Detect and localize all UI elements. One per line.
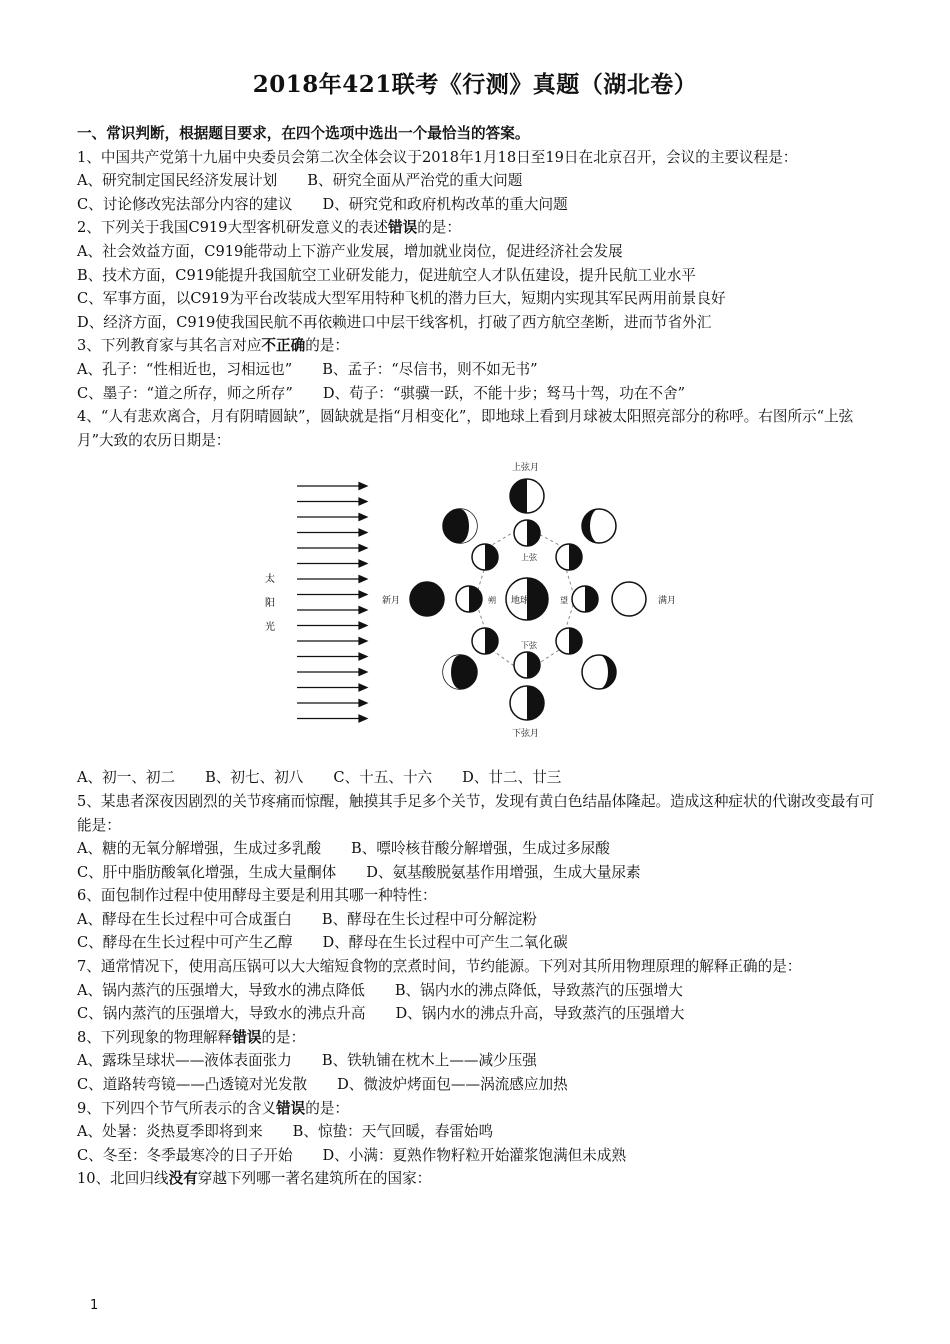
question-1-option-b: B、研究全面从严治党的重大问题 — [307, 172, 523, 190]
question-2-option-a: A、社会效益方面，C919能带动上下游产业发展，增加就业岗位，促进经济社会发展 — [77, 242, 623, 260]
question-8-option-a: A、露珠呈球状——液体表面张力 — [77, 1052, 292, 1070]
outer-moon-waxing-crescent — [443, 509, 477, 543]
sunlight-arrows — [297, 483, 367, 723]
sunlight-arrow-head — [359, 607, 367, 614]
sun-label-3: 光 — [265, 622, 275, 634]
inner-moon-top — [514, 520, 540, 546]
question-3-options-row1 — [77, 358, 877, 382]
question-1-option-c: C、讨论修改宪法部分内容的建议 — [77, 195, 293, 213]
question-5-option-a: A、糖的无氧分解增强，生成过多乳酸 — [77, 840, 322, 858]
question-2-stem-emphasis: 错误 — [388, 219, 418, 237]
label-new-moon: 新月 — [382, 596, 401, 607]
question-2-stem — [77, 216, 877, 240]
question-5-options-row1 — [77, 837, 877, 861]
question-8-stem-text: 8、下列现象的物理解释 — [77, 1028, 233, 1046]
question-2-option-d: D、经济方面，C919使我国民航不再依赖进口中层干线客机，打破了西方航空垄断，进而节省外汇 — [77, 313, 712, 331]
question-3-option-a: A、孔子：“性相近也，习相远也” — [77, 360, 293, 378]
outer-moon-first-quarter — [510, 479, 544, 513]
sunlight-arrow-head — [359, 545, 367, 552]
question-6-stem: 6、面包制作过程中使用酵母主要是利用其哪一种特性： — [77, 887, 437, 905]
sunlight-arrow-head — [359, 638, 367, 645]
question-3-option-c: C、墨子：“道之所存，师之所存” — [77, 384, 293, 402]
question-5-options-row2 — [77, 861, 877, 885]
question-10-stem — [77, 1167, 877, 1191]
question-3-stem-emphasis: 不正确 — [261, 337, 306, 355]
question-3-options-row2 — [77, 382, 877, 406]
question-9-stem-tail: 的是： — [305, 1099, 350, 1117]
outer-moon-waning-crescent — [443, 655, 477, 689]
question-8-options-row2 — [77, 1073, 877, 1097]
question-9-stem — [77, 1097, 877, 1121]
question-8-stem-tail: 的是： — [261, 1028, 306, 1046]
earth-symbol — [506, 578, 548, 620]
question-2-stem-text: 2、下列关于我国C919大型客机研发意义的表述 — [77, 219, 388, 237]
sunlight-arrow-head — [359, 669, 367, 676]
question-4-option-d: D、廿二、廿三 — [462, 769, 562, 787]
question-9-stem-text: 9、下列四个节气所表示的含义 — [77, 1099, 277, 1117]
moon-phase-figure — [77, 456, 877, 760]
question-9-option-c: C、冬至：冬季最寒冷的日子开始 — [77, 1146, 293, 1164]
section-heading: 一、常识判断，根据题目要求，在四个选项中选出一个最恰当的答案。 — [77, 125, 530, 142]
question-7-option-b: B、锅内水的沸点降低，导致蒸汽的压强增大 — [394, 981, 683, 999]
label-wang: 望 — [560, 596, 568, 606]
label-first-quarter: 上弦月 — [512, 463, 540, 474]
label-xiaxian: 下弦 — [521, 641, 537, 651]
question-3-stem — [77, 334, 877, 358]
question-6-option-d: D、酵母在生长过程中可产生二氧化碳 — [322, 934, 568, 952]
question-9-stem-emphasis: 错误 — [276, 1099, 306, 1117]
question-8-option-b: B、铁轨铺在枕木上——减少压强 — [321, 1052, 537, 1070]
question-1-option-a: A、研究制定国民经济发展计划 — [77, 172, 278, 190]
outer-moon-waxing-gibbous — [582, 509, 616, 543]
sun-label-1: 太 — [265, 574, 275, 586]
sunlight-arrow-head — [359, 483, 367, 490]
inner-moon-bottom — [514, 652, 540, 678]
question-9-options-row1 — [77, 1120, 877, 1144]
question-5-stem: 5、某患者深夜因剧烈的关节疼痛而惊醒，触摸其手足多个关节，发现有黄白色结晶体隆起。造成这种症状的代谢改变最有可能是： — [77, 792, 875, 834]
question-4-option-b: B、初七、初八 — [205, 769, 304, 787]
question-2-option-b: B、技术方面，C919能提升我国航空工业研发能力，促进航空人才队伍建设，提升民航工业水平 — [77, 266, 696, 284]
question-3-option-d: D、荀子：“骐骥一跃，不能十步；驽马十驾，功在不舍” — [322, 384, 686, 402]
question-8-stem-emphasis: 错误 — [232, 1028, 262, 1046]
question-6-options-row1 — [77, 908, 877, 932]
sunlight-arrow-head — [359, 622, 367, 629]
inner-moon-top-left — [472, 544, 498, 570]
page-number: 1 — [90, 1298, 99, 1313]
question-8-option-c: C、道路转弯镜——凸透镜对光发散 — [77, 1076, 308, 1094]
sunlight-arrow-head — [359, 529, 367, 536]
page-title: 2018年421联考《行测》真题（湖北卷） — [252, 71, 698, 98]
moon-phase-diagram — [247, 456, 697, 756]
inner-moon-bottom-left — [472, 628, 498, 654]
sunlight-arrow-head — [359, 498, 367, 505]
question-3-stem-text: 3、下列教育家与其名言对应 — [77, 337, 262, 355]
question-9-option-a: A、处暑：炎热夏季即将到来 — [77, 1123, 263, 1141]
sun-label-2: 阳 — [265, 598, 275, 610]
question-10-stem-tail: 穿越下列哪一著名建筑所在的国家： — [197, 1170, 432, 1188]
label-full-moon: 满月 — [658, 596, 677, 607]
question-4-option-a: A、初一、初二 — [77, 769, 176, 787]
sunlight-arrow-head — [359, 715, 367, 722]
question-7-option-c: C、锅内蒸汽的压强增大，导致水的沸点升高 — [77, 1005, 366, 1023]
question-9-option-b: B、惊蛰：天气回暖，春雷始鸣 — [292, 1123, 494, 1141]
question-9-option-d: D、小满：夏熟作物籽粒开始灌浆饱满但未成熟 — [322, 1146, 627, 1164]
outer-moon-new — [410, 582, 444, 616]
question-4-option-c: C、十五、十六 — [333, 769, 433, 787]
question-1-option-d: D、研究党和政府机构改革的重大问题 — [322, 195, 568, 213]
sunlight-arrow-head — [359, 684, 367, 691]
question-9-options-row2 — [77, 1144, 877, 1168]
outer-moon-waning-gibbous — [582, 655, 616, 689]
question-4-options — [77, 766, 877, 790]
inner-moon-bottom-right — [556, 628, 582, 654]
question-4-stem: 4、“人有悲欢离合，月有阴晴圆缺”，圆缺就是指“月相变化”，即地球上看到月球被太阳照亮部分的称呼。右图所示“上弦月”大致的农历日期是： — [77, 408, 854, 449]
question-7-option-d: D、锅内水的沸点升高，导致蒸汽的压强增大 — [395, 1005, 685, 1023]
question-8-option-d: D、微波炉烤面包——涡流感应加热 — [337, 1076, 568, 1094]
question-1-options-row1 — [77, 169, 877, 193]
question-5-option-b: B、嘌呤核苷酸分解增强，生成过多尿酸 — [351, 840, 610, 858]
label-shuo: 朔 — [488, 596, 496, 606]
sunlight-arrow-head — [359, 653, 367, 660]
question-3-option-b: B、孟子：“尽信书，则不如无书” — [322, 360, 538, 378]
label-last-quarter: 下弦月 — [512, 729, 540, 740]
inner-moon-top-right — [556, 544, 582, 570]
sunlight-arrow-head — [359, 591, 367, 598]
sunlight-arrow-head — [359, 700, 367, 707]
question-5-option-d: D、氨基酸脱氨基作用增强，生成大量尿素 — [366, 863, 641, 881]
question-7-options-row2 — [77, 1002, 877, 1026]
question-1-stem: 1、中国共产党第十九届中央委员会第二次全体会议于2018年1月18日至19日在北京召开，会议的主要议程是： — [77, 148, 798, 166]
question-8-stem — [77, 1026, 877, 1050]
question-6-option-b: B、酵母在生长过程中可分解淀粉 — [321, 910, 537, 928]
question-10-stem-emphasis: 没有 — [168, 1170, 198, 1188]
sunlight-arrow-head — [359, 560, 367, 567]
outer-moon-last-quarter — [510, 686, 544, 720]
question-6-options-row2 — [77, 931, 877, 955]
question-6-option-c: C、酵母在生长过程中可产生乙醇 — [77, 934, 293, 952]
question-10-stem-text: 10、北回归线 — [77, 1170, 169, 1188]
question-1-options-row2 — [77, 193, 877, 217]
inner-moon-right — [572, 586, 598, 612]
question-5-option-c: C、肝中脂肪酸氧化增强，生成大量酮体 — [77, 863, 337, 881]
question-2-stem-tail: 的是： — [417, 219, 461, 237]
question-2-option-c: C、军事方面，以C919为平台改装成大型军用特种飞机的潜力巨大，短期内实现其军民两用前景良好 — [77, 290, 726, 308]
sunlight-arrow-head — [359, 576, 367, 583]
question-7-options-row1 — [77, 979, 877, 1003]
label-shangxian: 上弦 — [521, 553, 537, 563]
outer-moon-full — [612, 582, 646, 616]
question-6-option-a: A、酵母在生长过程中可合成蛋白 — [77, 910, 292, 928]
inner-moon-left — [456, 586, 482, 612]
question-list — [77, 122, 877, 1191]
question-8-options-row1 — [77, 1049, 877, 1073]
question-7-stem: 7、通常情况下，使用高压锅可以大大缩短食物的烹煮时间，节约能源。下列对其所用物理原理的解释正确的是： — [77, 958, 802, 976]
question-3-stem-tail: 的是： — [305, 337, 350, 355]
question-7-option-a: A、锅内蒸汽的压强增大，导致水的沸点降低 — [77, 981, 365, 999]
earth-label: 地球 — [511, 596, 530, 607]
sunlight-arrow-head — [359, 514, 367, 521]
